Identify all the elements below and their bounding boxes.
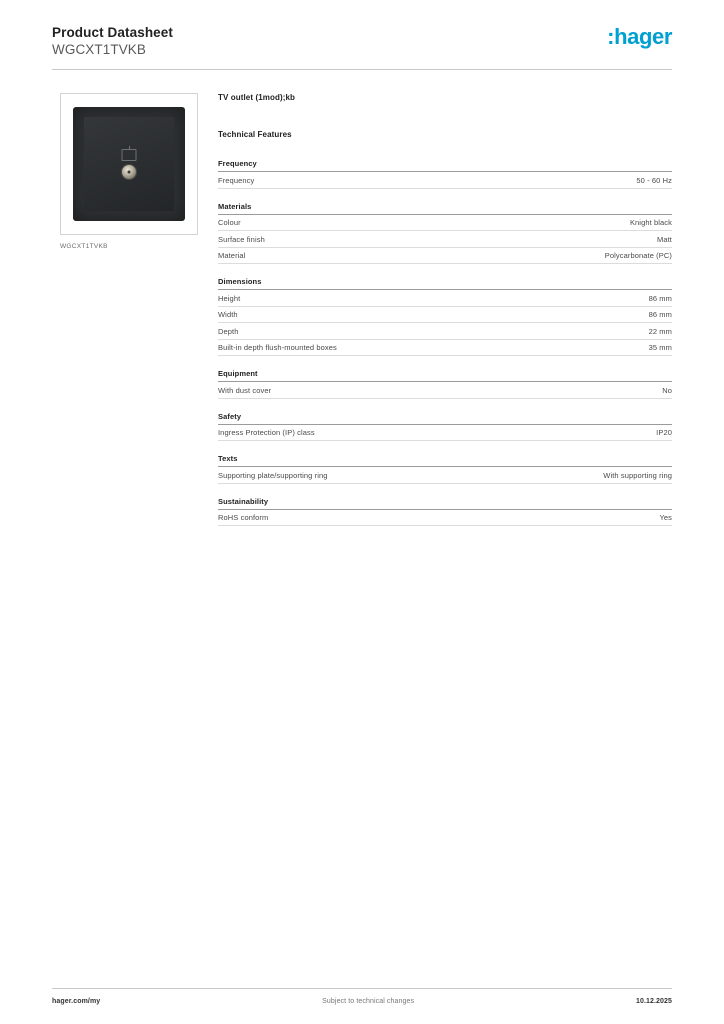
spec-groups bbox=[218, 159, 672, 526]
tv-outlet-illustration bbox=[73, 107, 185, 221]
spec-row bbox=[218, 172, 672, 189]
spec-row bbox=[218, 382, 672, 399]
page-header bbox=[52, 24, 672, 58]
spec-group-title: Sustainability bbox=[218, 497, 672, 510]
spec-value: Yes bbox=[659, 513, 672, 522]
hager-logo: :hager bbox=[607, 24, 672, 49]
spec-label: Built-in depth flush-mounted boxes bbox=[218, 343, 337, 352]
product-code-subtitle: WGCXT1TVKB bbox=[52, 42, 147, 57]
spec-group bbox=[218, 412, 672, 442]
spec-value: 86 mm bbox=[648, 310, 672, 319]
spec-label: Height bbox=[218, 293, 241, 303]
spec-row bbox=[218, 231, 672, 248]
spec-group bbox=[218, 369, 672, 399]
spec-group bbox=[218, 202, 672, 265]
product-image bbox=[60, 93, 198, 235]
spec-value: Matt bbox=[657, 234, 672, 244]
footer-website[interactable]: hager.com/my bbox=[52, 998, 101, 1005]
spec-row bbox=[218, 323, 672, 340]
tv-symbol-icon bbox=[122, 149, 137, 161]
spec-label: Ingress Protection (IP) class bbox=[218, 428, 315, 437]
footer-date: 10.12.2025 bbox=[635, 998, 672, 1005]
page-footer bbox=[52, 998, 672, 1005]
spec-value: 50 - 60 Hz bbox=[636, 175, 672, 185]
spec-value: 86 mm bbox=[648, 293, 672, 303]
spec-row bbox=[218, 510, 672, 527]
coax-connector-icon bbox=[121, 164, 137, 180]
spec-label: With dust cover bbox=[218, 385, 272, 395]
title-block bbox=[52, 24, 173, 58]
spec-group-title: Texts bbox=[218, 454, 672, 467]
spec-group-title: Equipment bbox=[218, 369, 672, 382]
footer-divider bbox=[52, 988, 672, 989]
page-title: Product Datasheet bbox=[52, 25, 173, 40]
spec-group bbox=[218, 277, 672, 356]
spec-row bbox=[218, 248, 672, 265]
spec-row bbox=[218, 340, 672, 357]
product-name: TV outlet (1mod);kb bbox=[218, 93, 296, 102]
spec-group-title: Dimensions bbox=[218, 277, 672, 290]
spec-label: Colour bbox=[218, 218, 241, 227]
spec-label: Surface finish bbox=[218, 234, 265, 244]
header-divider bbox=[52, 69, 672, 70]
spec-group bbox=[218, 159, 672, 189]
figure-caption: WGCXT1TVKB bbox=[60, 243, 108, 250]
spec-value: 35 mm bbox=[648, 343, 672, 352]
specifications bbox=[218, 93, 672, 539]
spec-label: RoHS conform bbox=[218, 513, 269, 522]
spec-value: IP20 bbox=[656, 428, 672, 437]
spec-row bbox=[218, 425, 672, 442]
spec-value: 22 mm bbox=[648, 326, 672, 336]
spec-group-title: Safety bbox=[218, 412, 672, 425]
spec-row bbox=[218, 467, 672, 484]
spec-value: With supporting ring bbox=[603, 470, 672, 480]
spec-row bbox=[218, 307, 672, 324]
technical-features-heading: Technical Features bbox=[218, 130, 292, 139]
spec-value: Knight black bbox=[629, 218, 672, 227]
spec-value: Polycarbonate (PC) bbox=[604, 251, 672, 260]
spec-group bbox=[218, 497, 672, 527]
spec-label: Width bbox=[218, 310, 238, 319]
spec-value: No bbox=[662, 385, 672, 395]
spec-group-title: Materials bbox=[218, 202, 672, 215]
spec-label: Depth bbox=[218, 326, 239, 336]
spec-label: Frequency bbox=[218, 175, 255, 185]
spec-row bbox=[218, 215, 672, 232]
spec-group bbox=[218, 454, 672, 484]
product-figure bbox=[60, 93, 200, 250]
spec-row bbox=[218, 290, 672, 307]
spec-label: Material bbox=[218, 251, 246, 260]
footer-disclaimer: Subject to technical changes bbox=[322, 998, 415, 1005]
spec-group-title: Frequency bbox=[218, 159, 672, 172]
spec-label: Supporting plate/supporting ring bbox=[218, 470, 328, 480]
